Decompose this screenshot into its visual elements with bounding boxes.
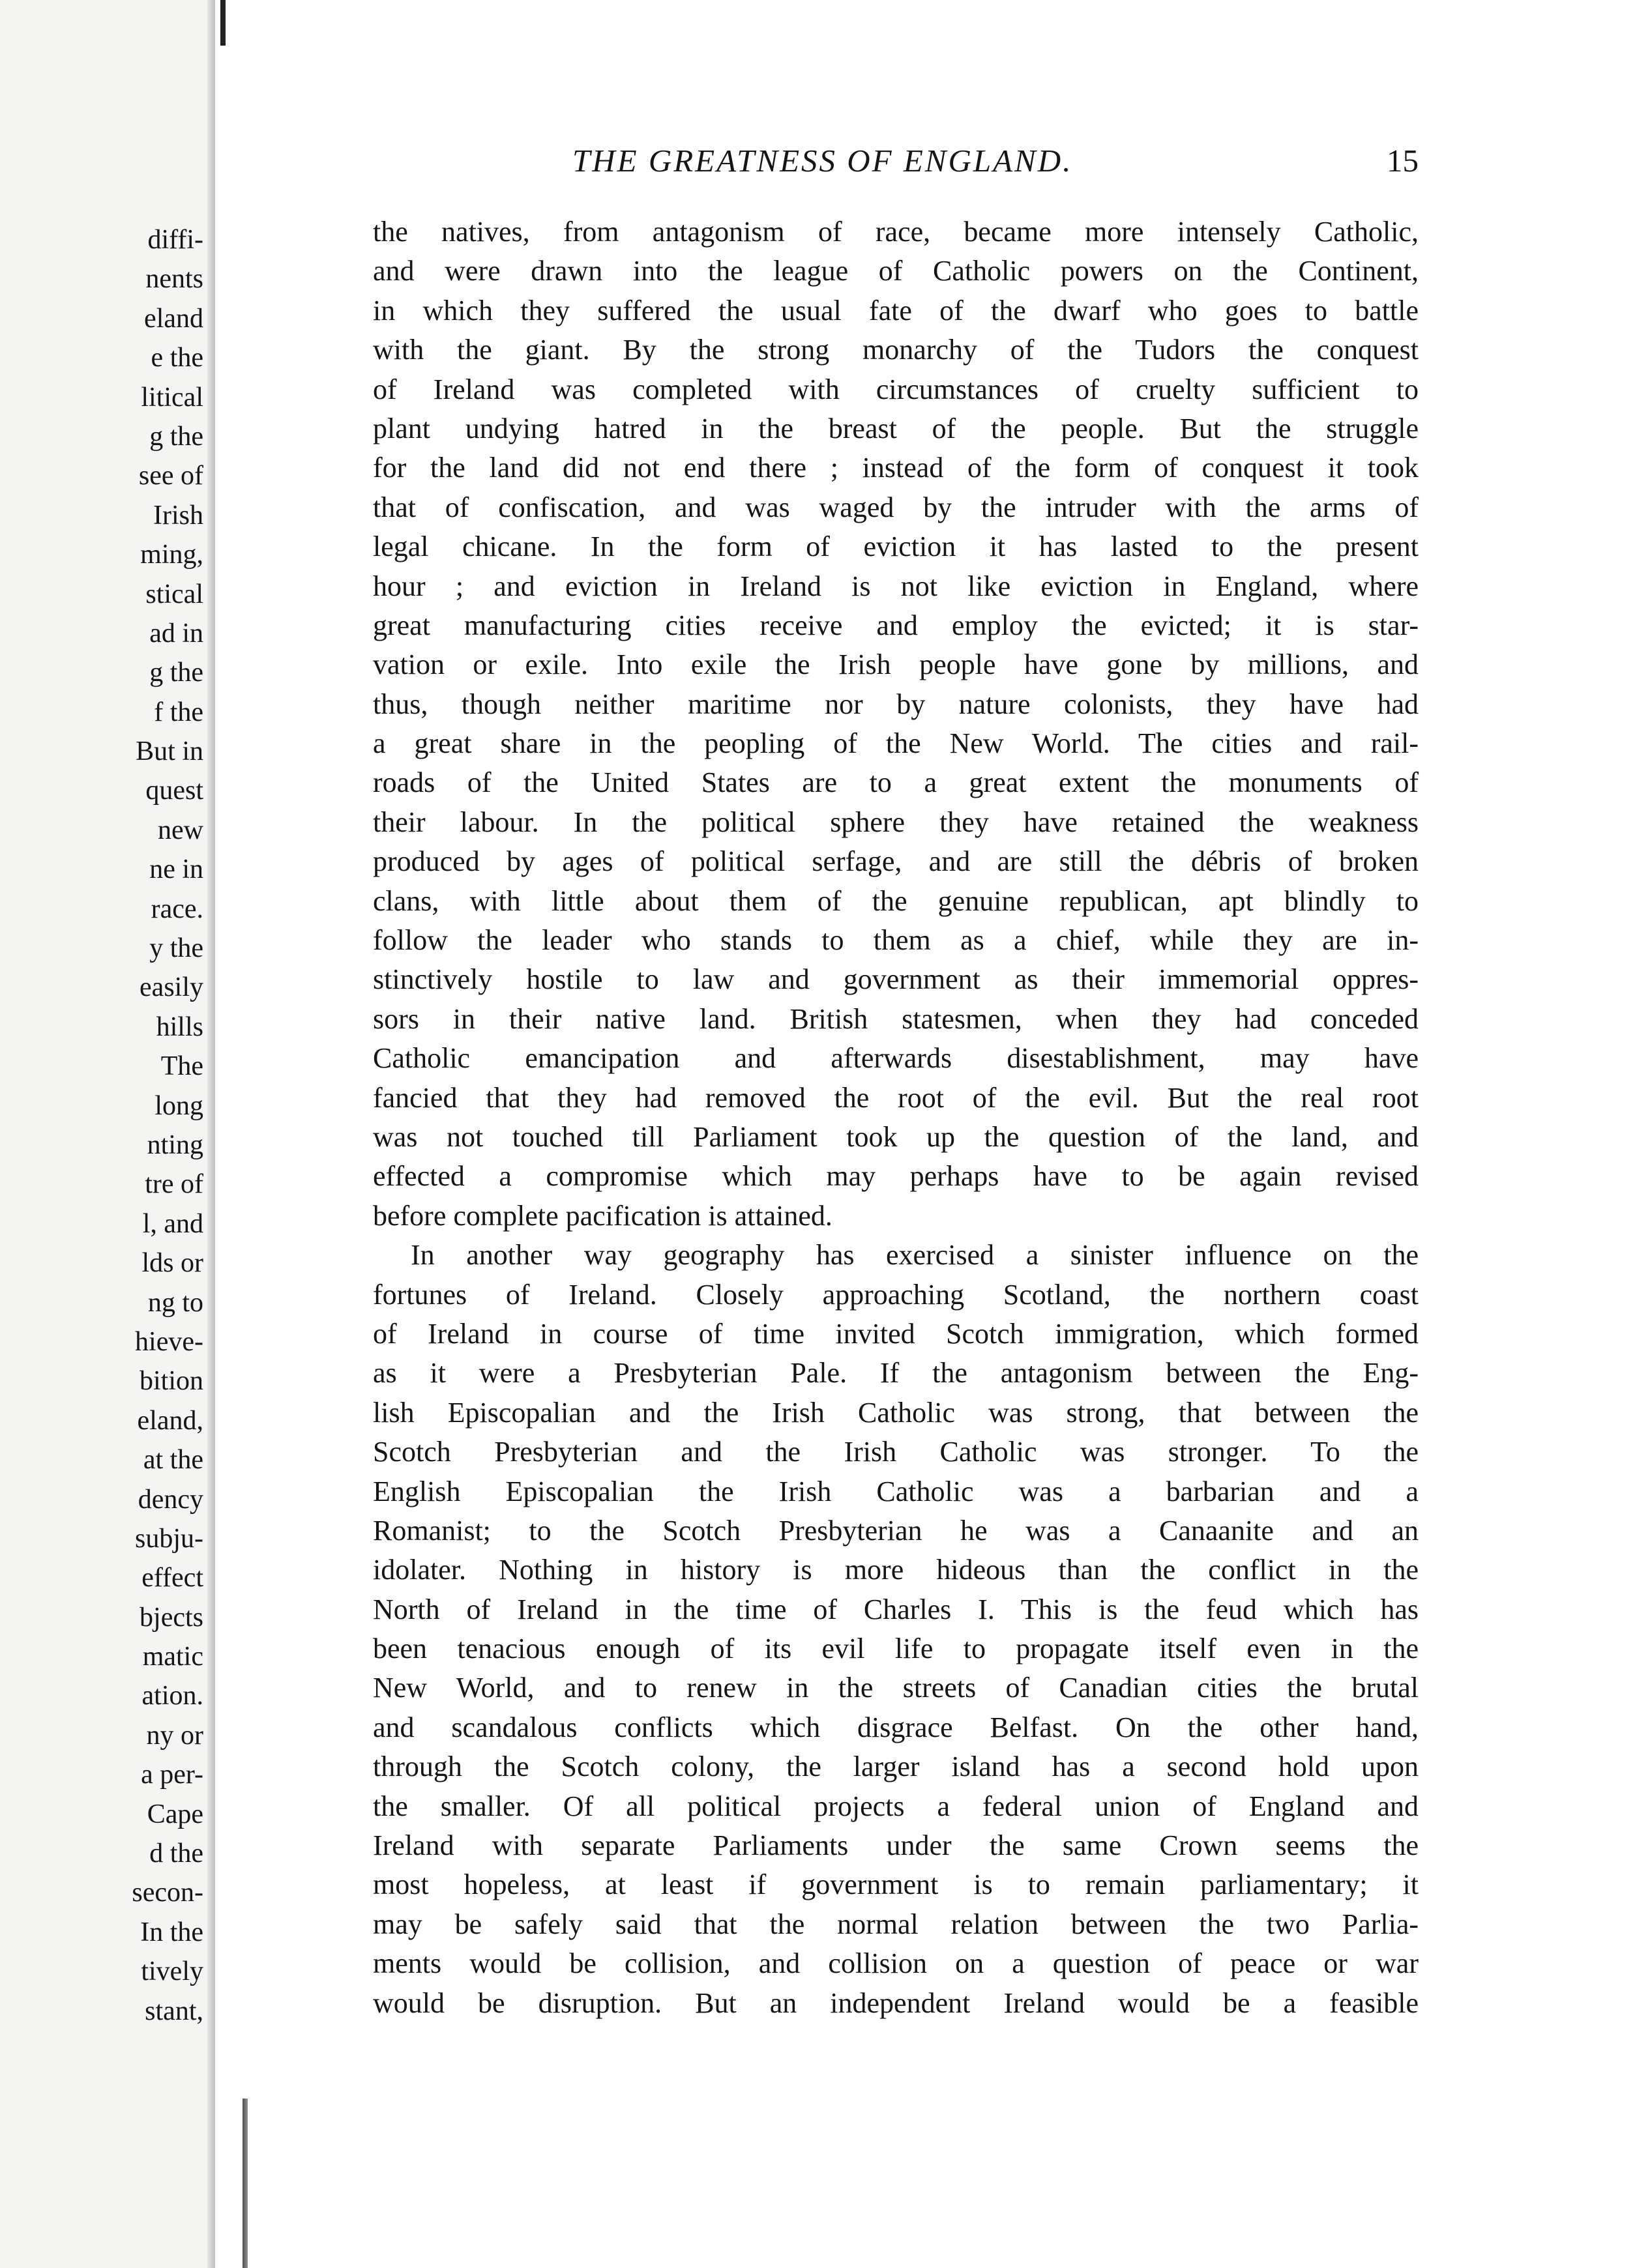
left-page-fragment: ad in <box>149 618 203 648</box>
text-line: produced by ages of political serfage, and are still the débris of broken <box>373 845 1419 878</box>
text-line: of Ireland in course of time invited Scotch immigration, which formed <box>373 1317 1419 1350</box>
left-page-fragment: see of <box>138 461 203 491</box>
left-page-text-fragments <box>132 220 203 2031</box>
left-page-fragment: eland <box>144 303 203 334</box>
text-line: a great share in the peopling of the New World. The cities and rail- <box>373 727 1419 760</box>
text-line: In another way geography has exercised a sinister influence on the <box>411 1239 1419 1272</box>
left-page-fragment: stant, <box>145 1996 203 2026</box>
text-line: vation or exile. Into exile the Irish people have gone by millions, and <box>373 648 1419 681</box>
text-line: great manufacturing cities receive and employ the evicted; it is star- <box>373 609 1419 641</box>
left-page-fragment: lds or <box>141 1248 203 1279</box>
left-page-fragment: g the <box>149 421 203 452</box>
left-page-fragment: The <box>160 1051 203 1082</box>
text-line: that of confiscation, and was waged by the intruder with the arms of <box>373 491 1419 523</box>
left-page-fragment: tre of <box>145 1169 203 1200</box>
page-number: 15 <box>1387 143 1419 179</box>
text-line: their labour. In the political sphere they have retained the weakness <box>373 806 1419 838</box>
text-line: Ireland with separate Parliaments under the same Crown seems the <box>373 1829 1419 1862</box>
left-page-fragment: a per- <box>141 1760 203 1790</box>
left-page-fragment: stical <box>145 579 203 609</box>
text-line: idolater. Nothing in history is more hideous than the conflict in the <box>373 1554 1419 1586</box>
text-line: clans, with little about them of the genuine republican, apt blindly to <box>373 884 1419 917</box>
text-line: lish Episcopalian and the Irish Catholic was strong, that between the <box>373 1396 1419 1429</box>
gutter-shadow <box>207 0 215 2268</box>
text-line: was not touched till Parliament took up the question of the land, and <box>373 1120 1419 1153</box>
text-line: roads of the United States are to a great extent the monuments of <box>373 766 1419 799</box>
binding-bottom-mark <box>243 2099 248 2268</box>
left-page-fragment: Cape <box>147 1799 203 1829</box>
left-page-fragment: y the <box>149 933 203 964</box>
text-line: of Ireland was completed with circumstances of cruelty sufficient to <box>373 373 1419 405</box>
left-page-fragment: at the <box>143 1445 203 1476</box>
left-page-fragment: tively <box>141 1956 203 1987</box>
text-line: New World, and to renew in the streets of Canadian cities the brutal <box>373 1672 1419 1704</box>
left-page-fragment: ation. <box>141 1681 203 1711</box>
left-page-fragment: eland, <box>137 1405 203 1436</box>
body-text <box>373 212 1419 2023</box>
left-page-fragment: diffi- <box>147 225 203 255</box>
left-page-fragment: long <box>155 1090 203 1121</box>
text-line: ments would be collision, and collision on a question of peace or war <box>373 1947 1419 1980</box>
left-page-fragment: bition <box>139 1366 203 1397</box>
left-page-fragment: Irish <box>153 500 203 531</box>
left-page-fragment: ny or <box>146 1720 203 1751</box>
text-line: sors in their native land. British statesmen, when they had conceded <box>373 1002 1419 1035</box>
left-page-fragment: effect <box>141 1563 203 1593</box>
left-page-fragment: easily <box>140 972 203 1003</box>
text-line: Romanist; to the Scotch Presbyterian he was a Canaanite and an <box>373 1514 1419 1547</box>
text-line: the smaller. Of all political projects a federal union of England and <box>373 1790 1419 1822</box>
text-line: fortunes of Ireland. Closely approaching Scotland, the northern coast <box>373 1278 1419 1311</box>
text-line: Catholic emancipation and afterwards disestablishment, may have <box>373 1042 1419 1075</box>
left-page-fragment: nting <box>147 1129 203 1160</box>
left-page-fragment: nents <box>145 264 203 295</box>
text-line: follow the leader who stands to them as a chief, while they are in- <box>373 924 1419 957</box>
left-page-fragment: subju- <box>135 1523 203 1554</box>
text-line: most hopeless, at least if government is to remain parliamentary; it <box>373 1868 1419 1901</box>
left-page-fragment: ming, <box>140 540 203 570</box>
text-line: through the Scotch colony, the larger island has a second hold upon <box>373 1751 1419 1783</box>
left-page-fragment: hills <box>156 1011 203 1042</box>
text-line: for the land did not end there ; instead of the form of conquest it took <box>373 452 1419 484</box>
text-line: may be safely said that the normal relation between the two Parlia- <box>373 1908 1419 1940</box>
text-line: in which they suffered the usual fate of the dwarf who goes to battle <box>373 294 1419 327</box>
text-line: the natives, from antagonism of race, became more intensely Catholic, <box>373 216 1419 248</box>
left-page-fragment: race. <box>151 894 203 924</box>
left-page-fragment: g the <box>149 658 203 688</box>
left-page-fragment: quest <box>145 776 203 806</box>
text-line: been tenacious enough of its evil life to propagate itself even in the <box>373 1633 1419 1665</box>
running-title: THE GREATNESS OF ENGLAND. <box>572 143 1073 179</box>
left-page-fragment: dency <box>138 1484 203 1515</box>
text-line: stinctively hostile to law and government as their immemorial oppres- <box>373 963 1419 996</box>
left-page-fragment: l, and <box>142 1208 203 1239</box>
left-page-fragment: matic <box>142 1642 203 1672</box>
binding-top-mark <box>220 0 226 46</box>
left-page-fragment: ng to <box>147 1287 203 1318</box>
text-line: with the giant. By the strong monarchy of the Tudors the conquest <box>373 334 1419 366</box>
text-line: North of Ireland in the time of Charles I. This is the feud which has <box>373 1593 1419 1625</box>
text-line: and were drawn into the league of Catholic powers on the Continent, <box>373 255 1419 287</box>
text-line: would be disruption. But an independent Ireland would be a feasible <box>373 1986 1419 2019</box>
left-page-fragment: ne in <box>149 854 203 885</box>
left-page-fragment: f the <box>154 697 203 727</box>
left-page-fragment: litical <box>141 382 203 413</box>
left-page-strip <box>0 0 215 2268</box>
text-line: as it were a Presbyterian Pale. If the antagonism between the Eng- <box>373 1357 1419 1389</box>
left-page-fragment: e the <box>151 343 203 373</box>
left-page-fragment: secon- <box>132 1878 203 1908</box>
text-line: legal chicane. In the form of eviction it has lasted to the present <box>373 531 1419 563</box>
left-page-fragment: bjects <box>140 1602 203 1633</box>
left-page-fragment: new <box>158 815 203 845</box>
text-line: before complete pacification is attained. <box>373 1199 832 1232</box>
text-line: fancied that they had removed the root of the evil. But the real root <box>373 1081 1419 1114</box>
text-line: and scandalous conflicts which disgrace Belfast. On the other hand, <box>373 1711 1419 1743</box>
left-page-fragment: d the <box>149 1839 203 1869</box>
text-line: English Episcopalian the Irish Catholic was a barbarian and a <box>373 1475 1419 1507</box>
text-line: effected a compromise which may perhaps have to be again revised <box>373 1160 1419 1193</box>
text-line: plant undying hatred in the breast of the people. But the struggle <box>373 412 1419 444</box>
text-line: Scotch Presbyterian and the Irish Catholic was stronger. To the <box>373 1436 1419 1468</box>
left-page-fragment: In the <box>140 1917 203 1947</box>
text-line: hour ; and eviction in Ireland is not like eviction in England, where <box>373 570 1419 602</box>
left-page-fragment: But in <box>136 736 203 767</box>
text-line: thus, though neither maritime nor by nature colonists, they have had <box>373 688 1419 720</box>
left-page-fragment: hieve- <box>135 1326 203 1357</box>
